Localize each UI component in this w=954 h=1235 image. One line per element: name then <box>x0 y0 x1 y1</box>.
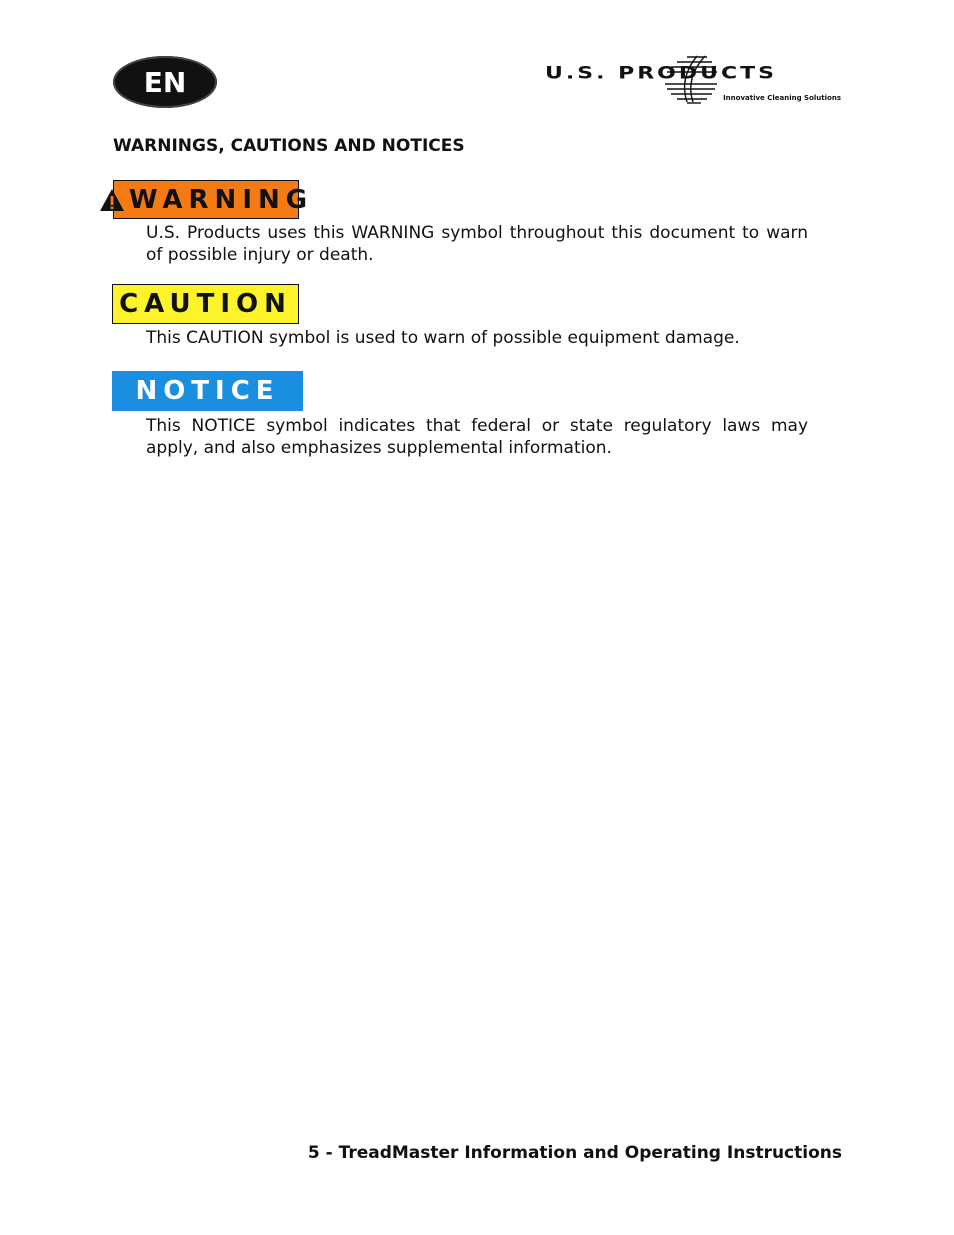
alert-triangle-icon <box>99 188 125 212</box>
warning-sign <box>113 180 314 219</box>
language-badge: EN <box>113 56 217 108</box>
notice-sign <box>112 371 303 411</box>
caution-sign <box>112 284 299 324</box>
globe-lines-icon <box>657 54 727 104</box>
notice-description: This NOTICE symbol indicates that federal or state regulatory laws may apply, and also emphasizes supplemental information. <box>146 416 808 458</box>
warning-description: U.S. Products uses this WARNING symbol throughout this document to warn of possible injury or death. <box>146 223 808 265</box>
notice-sign-label: NOTICE <box>135 376 280 406</box>
section-title: WARNINGS, CAUTIONS AND NOTICES <box>113 136 465 156</box>
warning-sign-label: WARNING <box>128 184 314 215</box>
caution-description: This CAUTION symbol is used to warn of possible equipment damage. <box>146 328 740 348</box>
page-footer: 5 - TreadMaster Information and Operating Instructions <box>307 1143 842 1163</box>
company-logo <box>545 54 845 106</box>
logo-tagline: Innovative Cleaning Solutions <box>723 94 841 102</box>
caution-sign-label: CAUTION <box>119 289 292 319</box>
logo-wordmark: U.S. PRODUCTS <box>545 64 777 83</box>
